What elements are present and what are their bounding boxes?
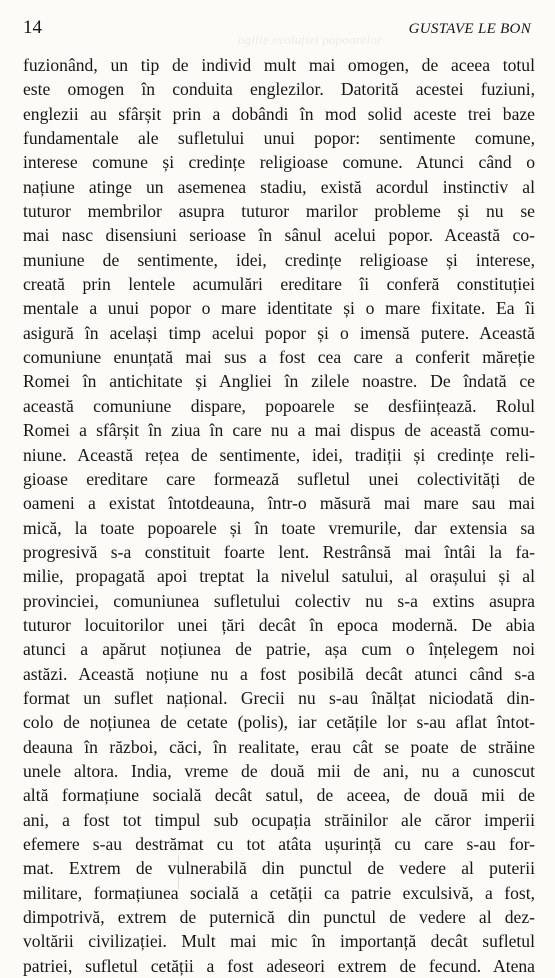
text-line: această comuniune dispare, popoarele se desființează. Rolul [23, 395, 535, 416]
text-line: deauna în război, căci, în realitate, erau cât se poate de străine [23, 736, 535, 757]
running-head: GUSTAVE LE BON [408, 21, 531, 37]
text-line: mai nasc disensiuni serioase în sânul acelui popor. Această co- [23, 225, 535, 246]
bleed-through-text: ogiile evoluției popoarelor [238, 32, 383, 47]
text-line: fuzionând, un tip de individ mult mai omogen, de aceea totul [23, 55, 535, 75]
body-text [23, 53, 535, 978]
page-number: 14 [23, 17, 42, 38]
text-line: fundamentale ale sufletului unui popor: sentimente comune, [23, 128, 535, 149]
text-line: progresivă s-a constituit foarte lent. Restrânsă mai întâi la fa- [23, 541, 535, 562]
text-line: mat. Extrem de vulnerabilă din punctul de vedere al puterii [23, 858, 535, 879]
page-header [23, 16, 531, 40]
text-line: tuturor locuitorilor unei țări decât în epoca modernă. De abia [23, 614, 535, 635]
text-line: comuniune enunțată mai sus a fost cea care a conferit măreție [23, 347, 535, 368]
text-line: ani, a fost tot timpul sub ocupația străinilor ale căror imperii [23, 809, 535, 830]
text-line: mentale a unui popor o mare identitate și o mare fixitate. Ea îi [23, 298, 535, 319]
text-line: altă formațiune socială decât satul, de aceea, de două mii de [23, 785, 535, 806]
text-line: provinciei, comuniunea sufletului colectiv nu s-a extins asupra [23, 590, 535, 611]
text-line: astăzi. Această noțiune nu a fost posibilă decât atunci când s-a [23, 663, 535, 684]
text-line: unele altora. India, vreme de două mii de ani, nu a cunoscut [23, 760, 535, 781]
text-line: muniune de sentimente, idei, credințe religioase și interese, [23, 249, 535, 270]
text-line: națiune atinge un asemenea stadiu, există acordul instinctiv al [23, 176, 535, 197]
text-line: milie, propagată apoi treptat la nivelul satului, al orașului și al [23, 566, 535, 587]
text-line: asigură în același timp acelui popor și o imensă putere. Această [23, 322, 535, 343]
text-line: patriei, sufletul cetății a fost adeseori extrem de fecund. Atena [23, 955, 535, 976]
text-line: atunci a apărut noțiunea de patrie, așa cum o înțelegem noi [23, 639, 535, 660]
text-line: colo de noțiunea de cetate (polis), iar cetățile lor s-au aflat întot- [23, 712, 535, 733]
text-line: efemere s-au destrămat cu tot atâta ușurință cu care s-au for- [23, 834, 535, 854]
text-line: oameni a existat întotdeauna, într-o măsură mai mare sau mai [23, 493, 535, 514]
text-line: Romei în antichitate și Angliei în zilele noastre. De îndată ce [23, 371, 535, 392]
text-line: gioase ereditare care formează sufletul unei colectivități de [23, 468, 535, 489]
text-line: format un suflet național. Grecii nu s-au înălțat niciodată din- [23, 687, 535, 708]
text-line: dimpotrivă, extrem de puternică din punctul de vedere al dez- [23, 907, 535, 928]
text-line: Romei a sfârșit în ziua în care nu a mai dispus de această comu- [23, 420, 535, 441]
text-line: creată prin lentele acumulări ereditare îi conferă constituției [23, 274, 535, 295]
text-line: voltării civilizației. Mult mai mic în importanță decât sufletul [23, 931, 535, 952]
text-line: militare, formațiunea socială a cetății ca patrie exculsivă, a fost, [23, 882, 535, 903]
margin-smudge [178, 855, 179, 889]
text-line: mică, la toate popoarele și în toate vremurile, dar extensia sa [23, 517, 535, 538]
text-line: englezii au sfârșit prin a dobândi în mod solid aceste trei baze [23, 103, 535, 124]
text-line: tuturor membrilor asupra tuturor marilor probleme și nu se [23, 201, 535, 222]
text-line: niune. Această rețea de sentimente, idei, tradiții și credințe reli- [23, 444, 535, 465]
text-line: interese comune și credințe religioase comune. Atunci când o [23, 152, 535, 173]
text-line: este omogen în conduita englezilor. Datorită acestei fuziuni, [23, 79, 535, 100]
